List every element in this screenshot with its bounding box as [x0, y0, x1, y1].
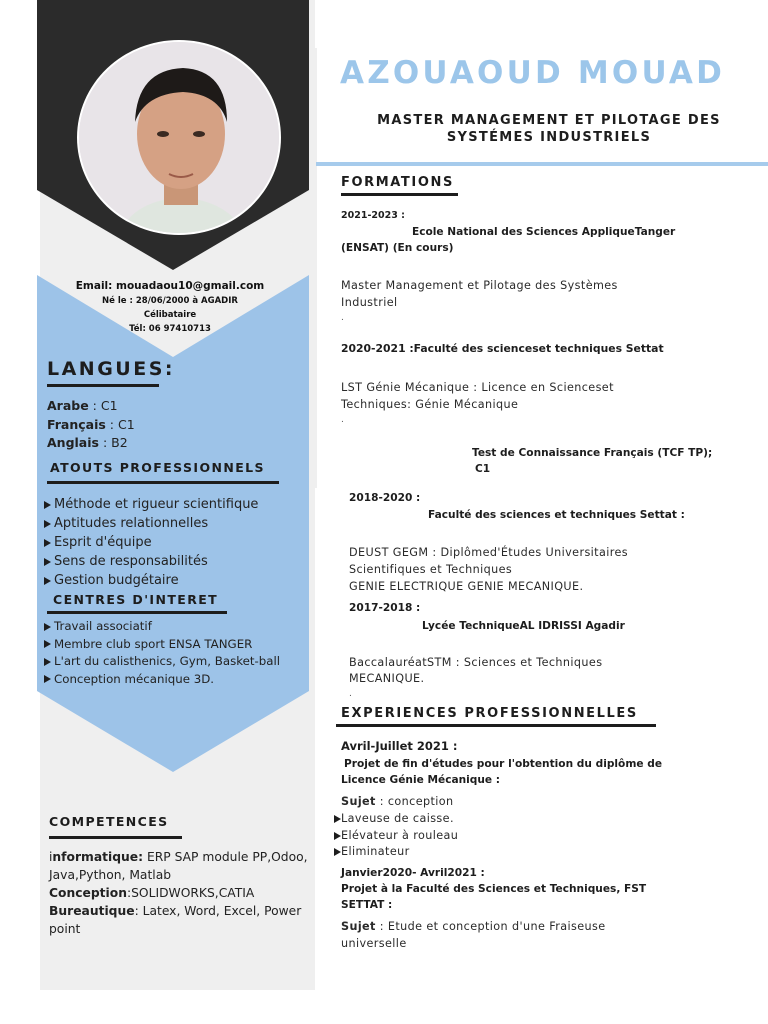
formation-school: Lycée TechniqueAL IDRISSI Agadir [422, 620, 625, 632]
list-item: Travail associatif [44, 618, 280, 636]
list-item: Gestion budgétaire [44, 571, 258, 590]
experience-subject: universelle [341, 937, 407, 950]
langue-item: Français : C1 [47, 416, 135, 432]
atouts-title: ATOUTS PROFESSIONNELS [50, 460, 265, 475]
langues-title: LANGUES: [47, 358, 175, 380]
bullet-arrow-icon [44, 640, 51, 648]
bullet-arrow-icon [44, 501, 51, 509]
formation-desc: BaccalauréatSTM : Sciences et Techniques [349, 656, 603, 669]
experience-subject: Sujet : conception [341, 795, 454, 808]
bullet-arrow-icon [44, 623, 51, 631]
formation-desc: Industriel [341, 296, 398, 309]
formation-desc: MECANIQUE. [349, 672, 425, 685]
bullet-arrow-icon [44, 558, 51, 566]
experience-date: Avril-Juillet 2021 : [341, 739, 458, 753]
dot-separator: . [349, 689, 352, 699]
formations-title: FORMATIONS [341, 175, 454, 190]
list-item: Aptitudes relationnelles [44, 514, 258, 533]
dot-separator: . [341, 415, 344, 425]
bullet-arrow-icon [44, 675, 51, 683]
column-divider-strip [309, 48, 317, 488]
centres-title: CENTRES D'INTERET [53, 592, 219, 607]
bullet-arrow-icon [334, 815, 341, 823]
formation-desc: LST Génie Mécanique : Licence en Scienceset [341, 381, 614, 394]
experiences-underline [336, 724, 656, 727]
experience-title: Projet à la Faculté des Sciences et Techniques, FST [341, 883, 647, 895]
formation-head: 2020-2021 :Faculté des scienceset techniques Settat [341, 342, 664, 355]
experiences-title: EXPERIENCES PROFESSIONNELLES [341, 706, 638, 721]
list-item: Conception mécanique 3D. [44, 671, 280, 689]
contact-status: Célibataire [143, 310, 197, 320]
experience-title: SETTAT : [341, 899, 393, 911]
contact-email[interactable]: Email: mouadaou10@gmail.com [75, 280, 265, 292]
bullet-arrow-icon [44, 577, 51, 585]
formation-date: 2018-2020 : [349, 492, 421, 504]
list-item: Méthode et rigueur scientifique [44, 495, 258, 514]
list-item: L'art du calisthenics, Gym, Basket-ball [44, 653, 280, 671]
formation-desc: Techniques: Génie Mécanique [341, 398, 519, 411]
centres-underline [47, 611, 227, 614]
competences-text: informatique: ERP SAP module PP,Odoo, Java,Python, Matlab Conception:SOLIDWORKS,CATIA Bureautique: Latex, Word, Excel, Power point [49, 850, 308, 936]
formation-date: 2017-2018 : [349, 602, 421, 614]
atouts-underline [47, 481, 279, 484]
langue-item: Anglais : B2 [47, 435, 128, 450]
experience-date: Janvier2020- Avril2021 : [341, 867, 485, 879]
langue-item: Arabe : C1 [47, 398, 118, 413]
formation-desc: Scientifiques et Techniques [349, 563, 513, 576]
formation-school: Faculté des sciences et techniques Settat : [428, 509, 685, 521]
candidate-name: AZOUAOUD MOUAD [340, 55, 726, 91]
job-title: MASTER MANAGEMENT ET PILOTAGE DES SYSTÉMES INDUSTRIELS [377, 113, 721, 145]
certification: Test de Connaissance Français (TCF TP); [472, 447, 713, 459]
experience-title: Projet de fin d'études pour l'obtention du diplôme de [344, 758, 662, 770]
header-divider [316, 162, 768, 166]
profile-photo [77, 40, 281, 235]
experience-items [334, 811, 458, 861]
certification-level: C1 [475, 463, 491, 475]
avatar-icon [79, 42, 281, 235]
atouts-list [44, 495, 258, 590]
bullet-arrow-icon [44, 658, 51, 666]
contact-birth: Né le : 28/06/2000 à AGADIR [102, 296, 238, 306]
experience-title: Licence Génie Mécanique : [341, 774, 501, 786]
formation-desc: Master Management et Pilotage des Systèmes [341, 279, 618, 292]
langues-underline [47, 384, 159, 387]
list-item: Eliminateur [334, 844, 458, 861]
list-item: Membre club sport ENSA TANGER [44, 636, 280, 654]
centres-list [44, 618, 280, 688]
competences-underline [49, 836, 182, 839]
experience-subject: Sujet : Etude et conception d'une Fraiseuse [341, 920, 606, 933]
competences-title: COMPETENCES [49, 814, 169, 829]
formation-school: Ecole National des Sciences AppliqueTanger [412, 226, 676, 238]
formation-desc: DEUST GEGM : Diplômed'Études Universitaires [349, 546, 628, 559]
list-item: Esprit d'équipe [44, 533, 258, 552]
list-item: Elévateur à rouleau [334, 828, 458, 845]
bullet-arrow-icon [44, 539, 51, 547]
langues-list [47, 397, 135, 453]
bullet-arrow-icon [334, 848, 341, 856]
bullet-arrow-icon [44, 520, 51, 528]
bullet-arrow-icon [334, 832, 341, 840]
formation-school: (ENSAT) (En cours) [341, 242, 454, 254]
dot-separator: . [341, 313, 344, 323]
list-item: Sens de responsabilités [44, 552, 258, 571]
list-item: Laveuse de caisse. [334, 811, 458, 828]
contact-block [40, 279, 300, 336]
formations-underline [341, 193, 458, 196]
contact-phone: Tél: 06 97410713 [129, 324, 211, 334]
formation-desc: GENIE ELECTRIQUE GENIE MECANIQUE. [349, 580, 584, 593]
formation-date: 2021-2023 : [341, 210, 405, 221]
